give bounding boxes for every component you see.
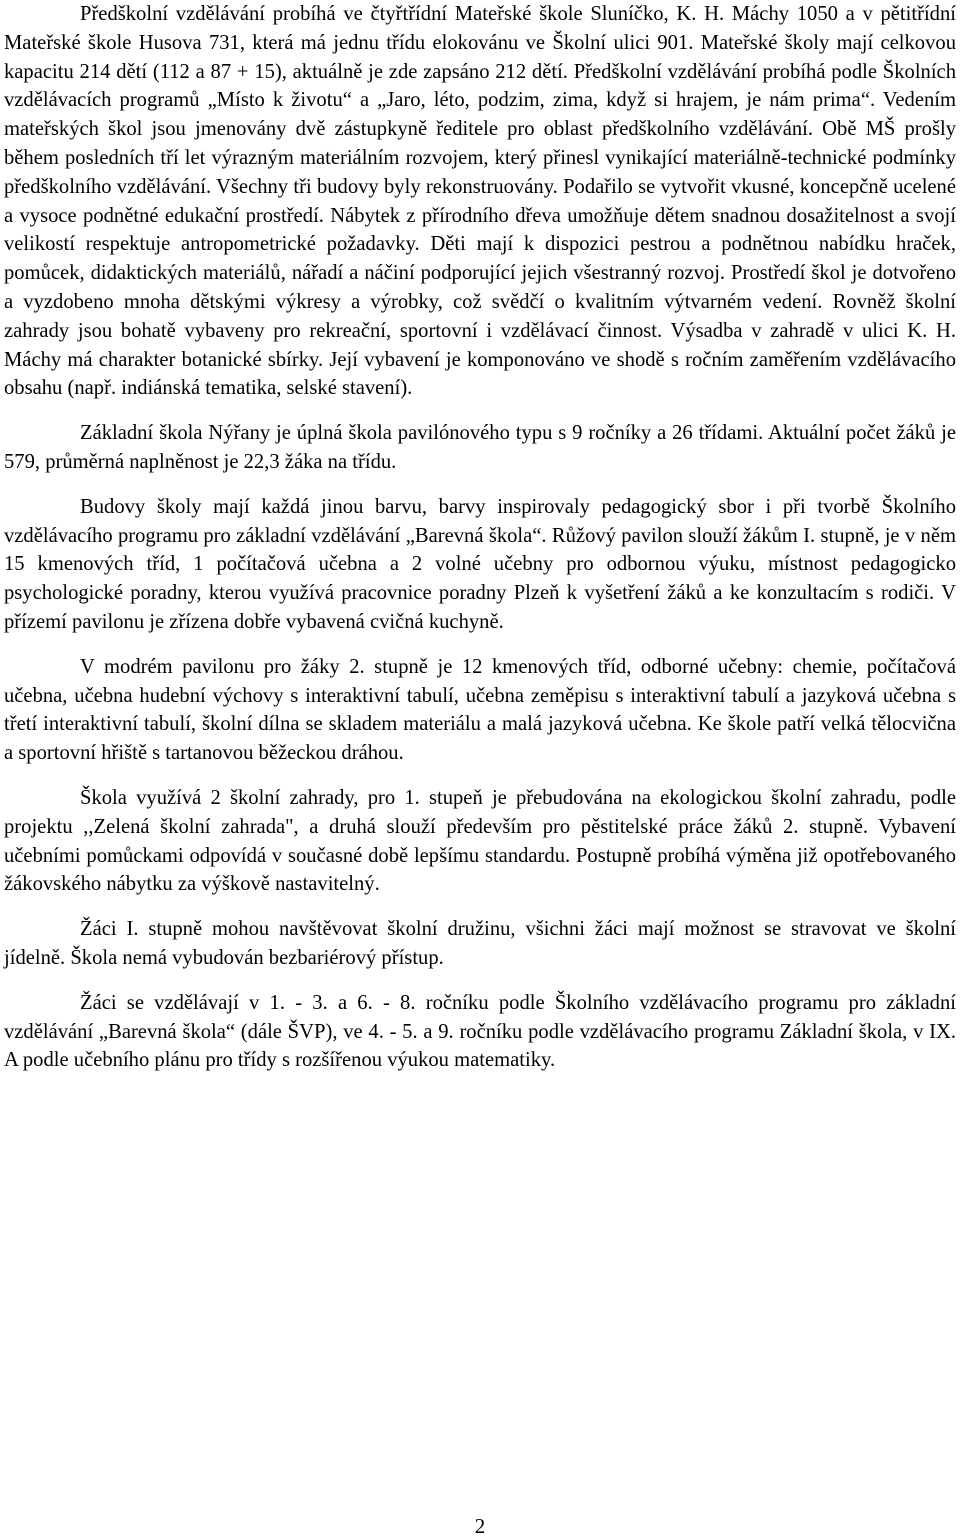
document-page — [4, 0, 956, 1537]
paragraph-blue-pavilion: V modrém pavilonu pro žáky 2. stupně je 12 kmenových tříd, odborné učebny: chemie, počítačová učebna, učebna hudební výchovy s interaktivní tabulí, učebna zeměpisu s interaktivní tabulí a jazyková učebna s třetí interaktivní tabulí, školní dílna se skladem materiálu a malá jazyková učebna. Ke škole patří velká tělocvična a sportovní hřiště s tartanovou běžeckou dráhou. — [4, 655, 956, 765]
page-number: 2 — [474, 1514, 486, 1538]
paragraph-elementary-school-overview: Základní škola Nýřany je úplná škola pavilónového typu s 9 ročníky a 26 třídami. Aktuální počet žáků je 579, průměrná naplněnost je 22,3 žáka na třídu. — [4, 422, 956, 473]
paragraph-preschool-education: Předškolní vzdělávání probíhá ve čtyřtřídní Mateřské škole Sluníčko, K. H. Máchy 1050 a v pětitřídní Mateřské škole Husova 731, která má jednu třídu elokovánu ve Školní ulici 901. Mateřské školy mají celkovou kapacitu 214 dětí (112 a 87 + 15), aktuálně je zde zapsáno 212 dětí. Předškolní vzdělávání probíhá podle Školních vzdělávacích programů „Místo k životu“ a „Jaro, léto, podzim, zima, když si hrajem, je nám prima“. Vedením mateřských škol jsou jmenovány dvě zástupkyně ředitele pro oblast předškolního vzdělávání. Obě MŠ prošly během posledních tří let výrazným materiálním rozvojem, který přinesl vynikající materiálně-technické podmínky předškolního vzdělávání. Všechny tři budovy byly rekonstruovány. Podařilo se vytvořit vkusné, koncepčně ucelené a vysoce podnětné edukační prostředí. Nábytek z přírodního dřeva umožňuje dětem snadnou dosažitelnost a svojí velikostí respektuje antropometrické požadavky. Děti mají k dispozici pestrou a podnětnou nabídku hraček, pomůcek, didaktických materiálů, nářadí a náčiní podporující jejich všestranný rozvoj. Prostředí škol je dotvořeno a vyzdobeno mnoha dětskými výkresy a výrobky, což svědčí o kvalitním výtvarném vedení. Rovněž školní zahrady jsou bohatě vybaveny pro rekreační, sportovní i vzdělávací činnost. Výsadba v zahradě v ulici K. H. Máchy má charakter botanické sbírky. Její vybavení je komponováno ve shodě s ročním zaměřením vzdělávacího obsahu (např. indiánská tematika, selské stavení). — [4, 3, 956, 400]
paragraph-spacer — [4, 768, 956, 784]
paragraph-school-gardens: Škola využívá 2 školní zahrady, pro 1. stupeň je přebudována na ekologickou školní zahradu, podle projektu ,,Zelená školní zahrada", a druhá slouží především pro pěstitelské práce žáků 2. stupně. Vybavení učebními pomůckami odpovídá v současné době lepšímu standardu. Postupně probíhá výměna již opotřebovaného žákovského nábytku za výškově nastavitelný. — [4, 786, 956, 896]
paragraph-spacer — [4, 899, 956, 915]
paragraph-spacer — [4, 403, 956, 419]
paragraph-school-buildings: Budovy školy mají každá jinou barvu, barvy inspirovaly pedagogický sbor i při tvorbě Školního vzdělávacího programu pro základní vzdělávání „Barevná škola“. Růžový pavilon slouží žákům I. stupně, je v něm 15 kmenových tříd, 1 počítačová učebna a 2 volné učebny pro odbornou výuku, místnost pedagogicko psychologické poradny, kterou využívá pracovnice poradny Plzeň k vyšetření žáků a ke konzultacím s rodiči. V přízemí pavilonu je zřízena dobře vybavená cvičná kuchyně. — [4, 495, 956, 633]
paragraph-spacer — [4, 637, 956, 653]
paragraph-spacer — [4, 477, 956, 493]
paragraph-education-programs: Žáci se vzdělávají v 1. - 3. a 6. - 8. ročníku podle Školního vzdělávacího programu pro základní vzdělávání „Barevná škola“ (dále ŠVP), ve 4. - 5. a 9. ročníku podle vzdělávacího programu Základní škola, v IX. A podle učebního plánu pro třídy s rozšířenou výukou matematiky. — [4, 991, 956, 1072]
paragraph-after-school-club: Žáci I. stupně mohou navštěvovat školní družinu, všichni žáci mají možnost se stravovat ve školní jídelně. Škola nemá vybudován bezbariérový přístup. — [4, 918, 956, 969]
paragraph-spacer — [4, 973, 956, 989]
